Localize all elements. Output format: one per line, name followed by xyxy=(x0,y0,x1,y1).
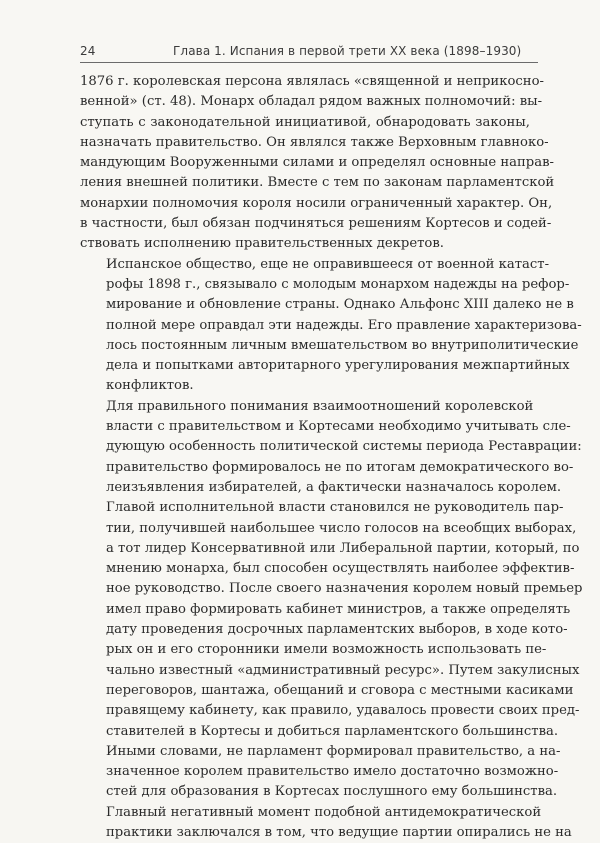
header-rule xyxy=(80,62,538,63)
text-line: чально известный «административный ресурс». Путем закулисных xyxy=(106,662,580,678)
text-line: ствовать исполнению правительственных декретов. xyxy=(80,236,444,252)
text-line: правительство формировалось не по итогам демократического во- xyxy=(106,459,574,475)
text-line: власти с правительством и Кортесами необходимо учитывать сле- xyxy=(106,419,571,435)
paragraph xyxy=(80,397,583,843)
paragraph xyxy=(80,72,555,255)
text-line: лось постоянным личным вмешательством во внутриполитические xyxy=(106,337,579,353)
text-line: а тот лидер Консервативной или Либеральной партии, который, по xyxy=(106,540,580,556)
text-line: венной» (ст. 48). Монарх обладал рядом важных полномочий: вы- xyxy=(80,94,543,110)
text-line: ступать с законодательной инициативой, обнародовать законы, xyxy=(80,114,530,130)
text-line: практики заключался в том, что ведущие партии опирались не на xyxy=(106,824,572,840)
text-line: конфликтов. xyxy=(106,378,194,394)
text-line: Испанское общество, еще не оправившееся от военной катаст- xyxy=(106,256,550,272)
text-line: в частности, был обязан подчиняться решениям Кортесов и содей- xyxy=(80,216,552,232)
text-line: рофы 1898 г., связывало с молодым монархом надежды на рефор- xyxy=(106,276,570,292)
text-line: 1876 г. королевская персона являлась «священной и неприкосно- xyxy=(80,74,544,89)
text-line: Главный негативный момент подобной антидемократической xyxy=(106,804,542,820)
text-line: полной мере оправдал эти надежды. Его правление характеризова- xyxy=(106,317,582,333)
text-line: дующую особенность политической системы периода Реставрации: xyxy=(106,439,582,455)
paragraph xyxy=(80,255,582,397)
text-line: дату проведения досрочных парламентских выборов, в ходе кото- xyxy=(106,622,568,638)
page-number: 24 xyxy=(80,44,96,58)
text-line: монархии полномочия короля носили ограниченный характер. Он, xyxy=(80,195,553,211)
body-text xyxy=(80,72,583,843)
text-line: рых он и его сторонники имели возможность использовать пе- xyxy=(106,642,547,658)
text-line: тии, получившей наибольшее число голосов на всеобщих выборах, xyxy=(106,520,577,536)
text-line: правящему кабинету, как правило, удавалось провести своих пред- xyxy=(106,703,580,719)
text-line: имел право формировать кабинет министров, а также определять xyxy=(106,601,571,617)
text-line: ления внешней политики. Вместе с тем по законам парламентской xyxy=(80,175,555,191)
text-line: Главой исполнительной власти становился не руководитель пар- xyxy=(106,500,564,516)
text-line: значенное королем правительство имело достаточно возможно- xyxy=(106,764,559,780)
text-line: дела и попытками авторитарного урегулирования межпартийных xyxy=(106,358,570,374)
text-line: мирование и обновление страны. Однако Альфонс XIII далеко не в xyxy=(106,297,574,313)
text-line: мнению монарха, был способен осуществлять наиболее эффектив- xyxy=(106,561,575,577)
text-line: ное руководство. После своего назначения королем новый премьер xyxy=(106,581,583,597)
text-line: Для правильного понимания взаимоотношений королевской xyxy=(106,398,534,414)
text-line: стей для образования в Кортесах послушного ему большинства. xyxy=(106,784,558,800)
text-line: Иными словами, не парламент формировал правительство, а на- xyxy=(106,743,561,759)
text-line: переговоров, шантажа, обещаний и сговора с местными касиками xyxy=(106,682,574,698)
text-line: назначать правительство. Он являлся также Верховным главноко- xyxy=(80,134,549,150)
text-line: леизъявления избирателей, а фактически назначалось королем. xyxy=(106,479,562,495)
text-line: ставителей в Кортесы и добиться парламентского большинства. xyxy=(106,723,559,739)
chapter-title: Глава 1. Испания в первой трети XX века (1898–1930) xyxy=(173,44,522,58)
text-line: мандующим Вооруженными силами и определял основные направ- xyxy=(80,155,554,171)
